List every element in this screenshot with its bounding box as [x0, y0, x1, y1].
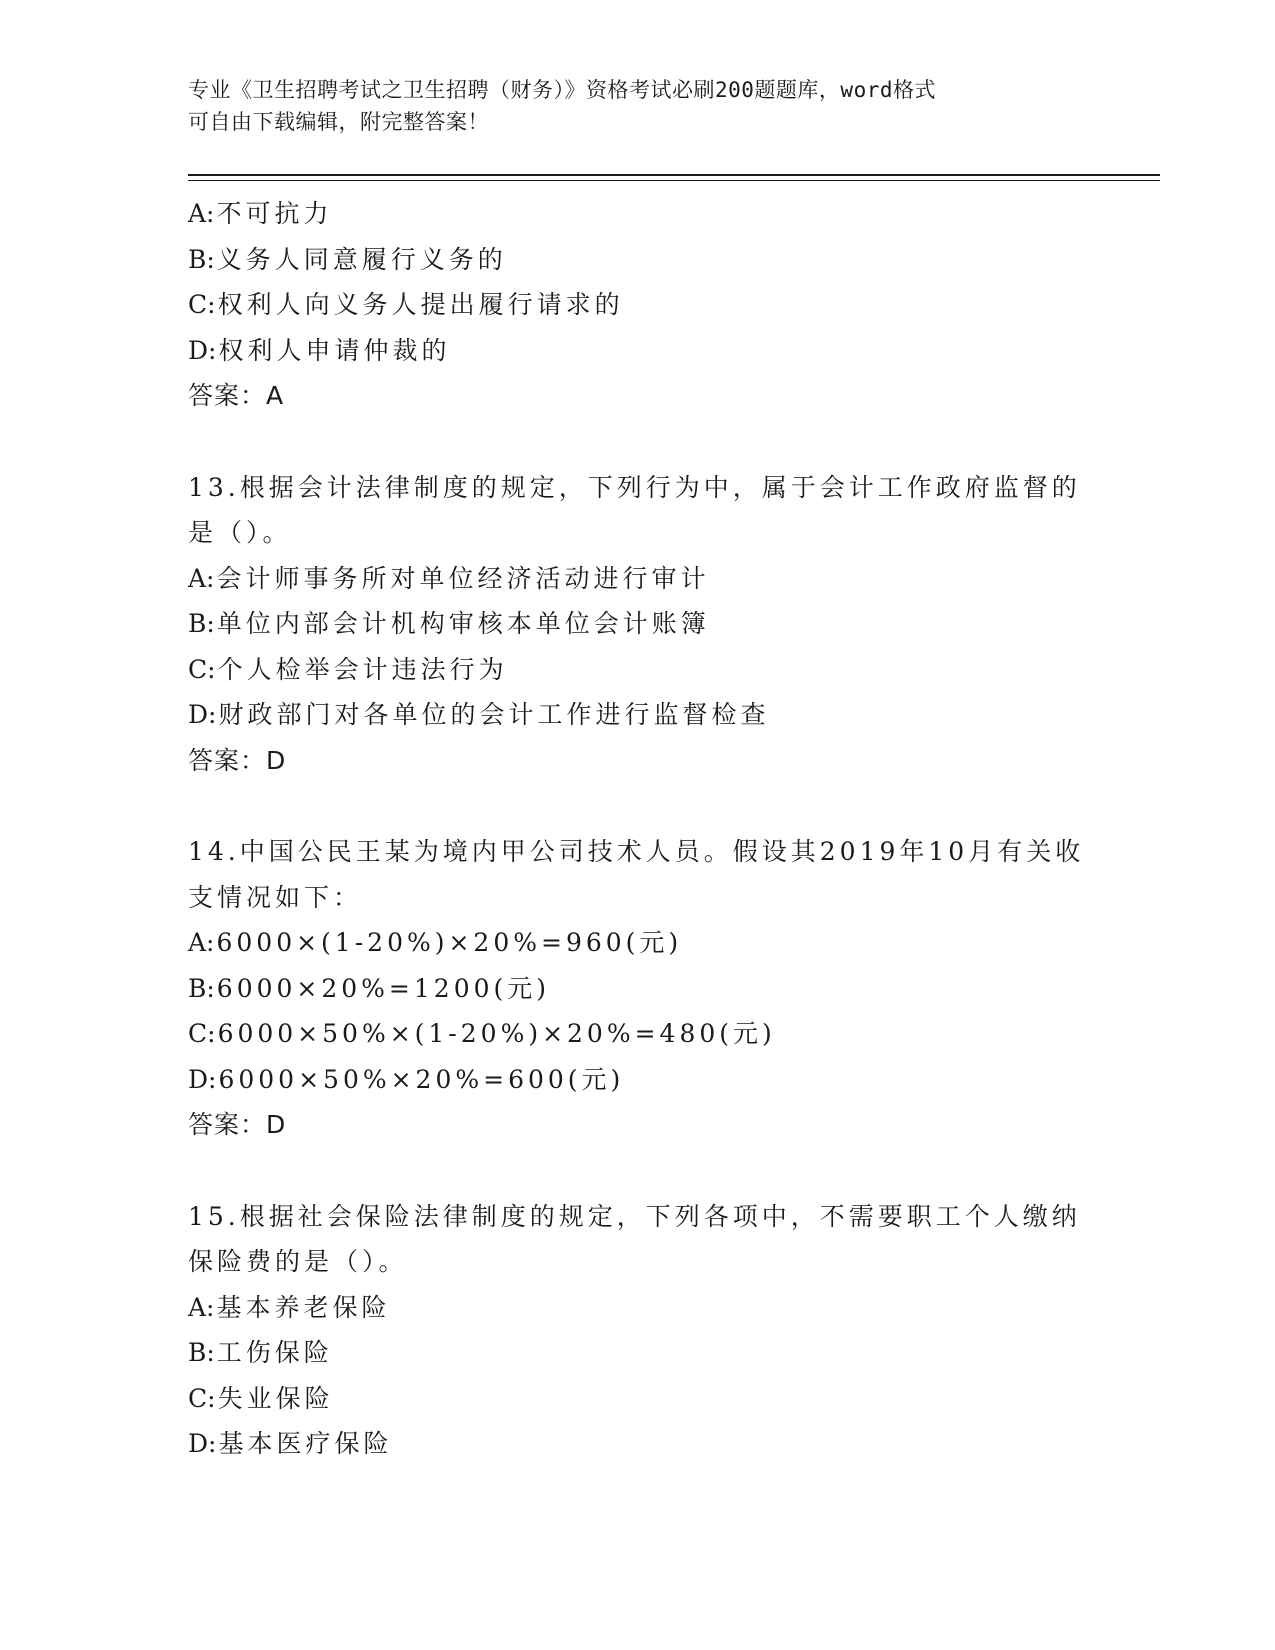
option-c: C:6000×50%×(1-20%)×20%=480(元) — [188, 1019, 776, 1048]
question-12-block — [188, 191, 1088, 419]
option-b: B:单位内部会计机构审核本单位会计账簿 — [188, 609, 710, 638]
option-c: C:失业保险 — [188, 1383, 334, 1413]
option-c: C:个人检举会计违法行为 — [188, 654, 508, 684]
spacer — [188, 783, 1088, 829]
option-b: B:义务人同意履行义务的 — [188, 244, 507, 274]
question-14-block — [188, 829, 1088, 1148]
question-13-stem-line-1: 13.根据会计法律制度的规定，下列行为中，属于会计工作政府监督的 — [188, 472, 1081, 502]
header-line-1: 专业《卫生招聘考试之卫生招聘（财务）》资格考试必刷200题题库，word格式 — [188, 78, 936, 102]
header-divider-thin — [188, 180, 1160, 181]
header-divider-thick — [188, 174, 1160, 176]
spacer — [188, 419, 1088, 465]
question-15-block — [188, 1194, 1088, 1467]
spacer — [188, 1148, 1088, 1194]
answer-line: 答案：D — [188, 1110, 287, 1139]
option-a: A:不可抗力 — [188, 199, 333, 228]
option-d: D:6000×50%×20%=600(元) — [188, 1064, 625, 1094]
option-d: D:基本医疗保险 — [188, 1429, 393, 1458]
option-d: D:财政部门对各单位的会计工作进行监督检查 — [188, 700, 770, 729]
option-b: B:6000×20%=1200(元) — [188, 973, 551, 1003]
question-content — [188, 191, 1088, 1467]
option-b: B:工伤保险 — [188, 1338, 333, 1367]
question-13-block — [188, 465, 1088, 784]
question-14-stem-line-1: 14.中国公民王某为境内甲公司技术人员。假设其2019年10月有关收 — [188, 837, 1085, 866]
question-13-stem-line-2: 是（）。 — [188, 518, 292, 547]
question-14-stem-line-2: 支情况如下： — [188, 882, 363, 912]
document-header — [188, 74, 1068, 138]
answer-line: 答案：D — [188, 745, 287, 775]
answer-line: 答案：A — [188, 381, 285, 410]
option-c: C:权利人向义务人提出履行请求的 — [188, 290, 624, 319]
option-a: A:会计师事务所对单位经济活动进行审计 — [188, 563, 710, 593]
option-d: D:权利人申请仲裁的 — [188, 335, 451, 365]
header-line-2: 可自由下载编辑，附完整答案！ — [188, 110, 489, 134]
question-15-stem-line-1: 15.根据社会保险法律制度的规定，下列各项中，不需要职工个人缴纳 — [188, 1201, 1081, 1231]
option-a: A:6000×(1-20%)×20%=960(元) — [188, 928, 683, 957]
question-15-stem-line-2: 保险费的是（）。 — [188, 1247, 408, 1276]
option-a: A:基本养老保险 — [188, 1292, 391, 1322]
